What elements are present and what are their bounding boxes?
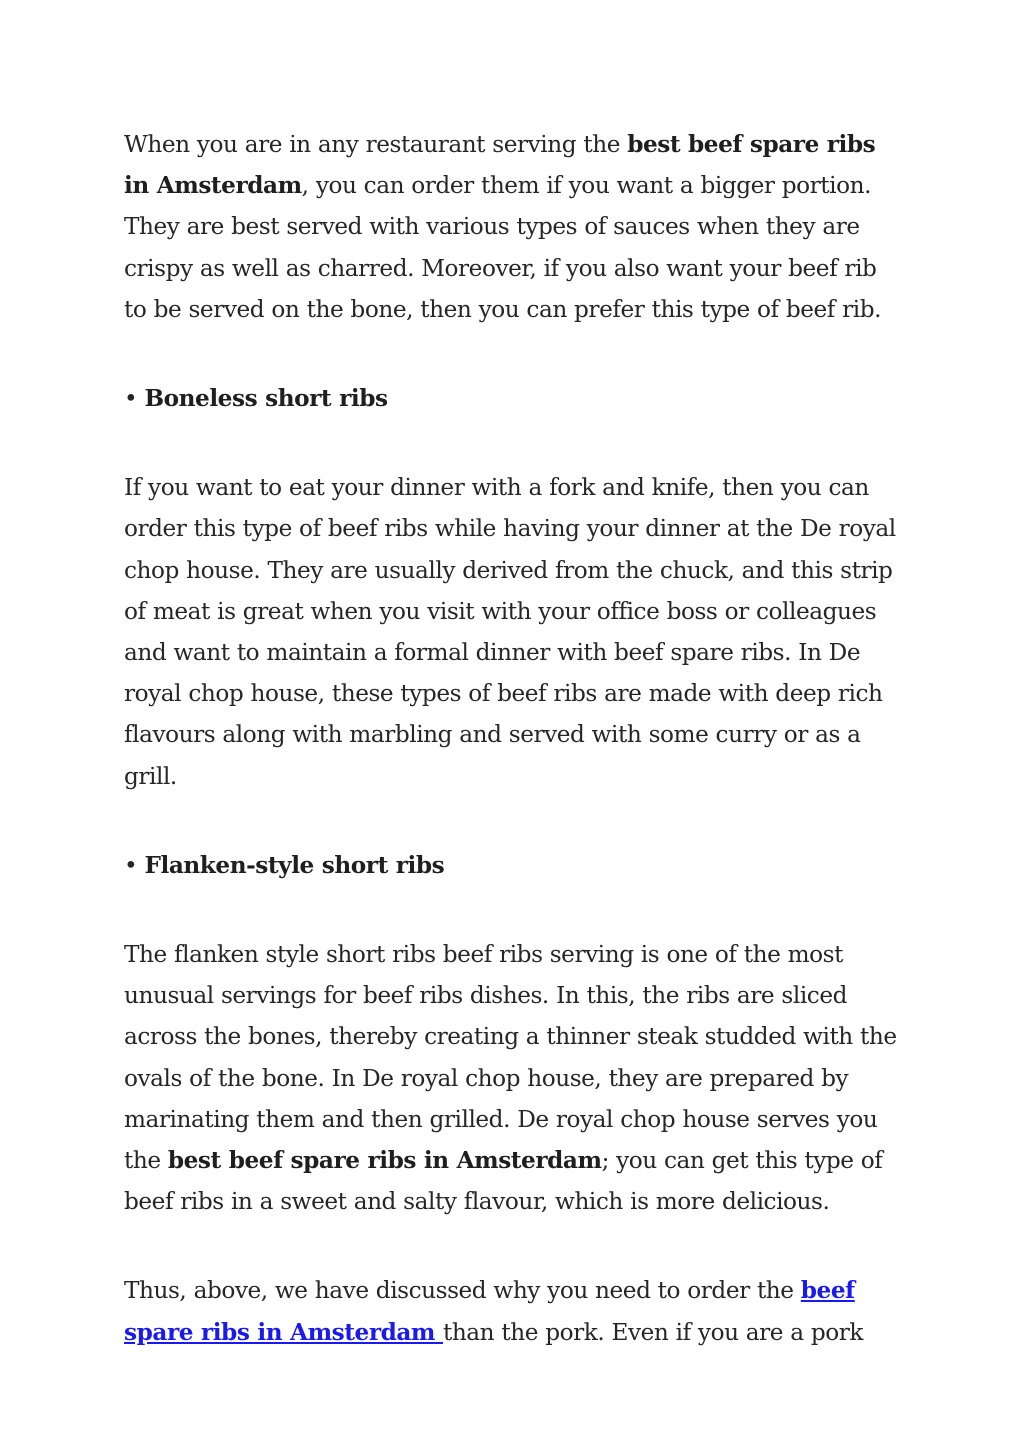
paragraph-gap <box>124 1222 899 1270</box>
bullet-glyph: • <box>124 851 145 879</box>
paragraph-boneless <box>124 467 899 797</box>
paragraph-text: The flanken style short ribs beef ribs serving is one of the most unusual servings for beef ribs dishes. In this, the ribs are sliced across the bones, thereby creating a thinner steak studded with the ovals of the bone. In De royal chop house, they are prepared by marinating them and then grilled. De royal chop house serves you the <box>124 941 897 1175</box>
heading-flanken-style-short-ribs <box>124 845 899 886</box>
paragraph-text: When you are in any restaurant serving the <box>124 131 628 158</box>
paragraph-gap <box>124 886 899 934</box>
paragraph-gap <box>124 330 899 378</box>
heading-boneless-short-ribs <box>124 378 899 419</box>
bold-keyword: best beef spare ribs in Amsterdam <box>124 131 876 200</box>
paragraph-text: If you want to eat your dinner with a fork and knife, then you can order this type of beef ribs while having your dinner at the De royal chop house. They are usually derived from the chuck, and this strip of meat is great when you visit with your office boss or colleagues and want to maintain a formal dinner with beef spare ribs. In De royal chop house, these types of beef ribs are made with deep rich flavours along with marbling and served with some curry or as a grill. <box>124 474 896 790</box>
paragraph-conclusion <box>124 1270 899 1352</box>
paragraph-flanken <box>124 934 899 1222</box>
heading-label: Boneless short ribs <box>144 385 388 413</box>
paragraph-gap <box>124 797 899 845</box>
bullet-glyph: • <box>124 385 145 413</box>
beef-spare-ribs-link[interactable]: beef spare ribs in Amsterdam <box>124 1277 855 1346</box>
paragraph-gap <box>124 419 899 467</box>
paragraph-text: ; you can get this type of beef ribs in a sweet and salty flavour, which is more delicious. <box>124 1147 883 1216</box>
paragraph-text: than the pork. Even if you are a pork <box>442 1318 864 1346</box>
document-page <box>124 124 899 1353</box>
bold-keyword: best beef spare ribs in Amsterdam <box>167 1147 602 1175</box>
heading-label: Flanken-style short ribs <box>144 851 445 879</box>
paragraph-text: , you can order them if you want a bigger portion. They are best served with various types of sauces when they are crispy as well as charred. Moreover, if you also want your beef rib to be served on the bone, then you can prefer this type of beef rib. <box>124 172 882 323</box>
paragraph-intro <box>124 124 899 330</box>
paragraph-text: Thus, above, we have discussed why you need to order the <box>124 1277 801 1305</box>
